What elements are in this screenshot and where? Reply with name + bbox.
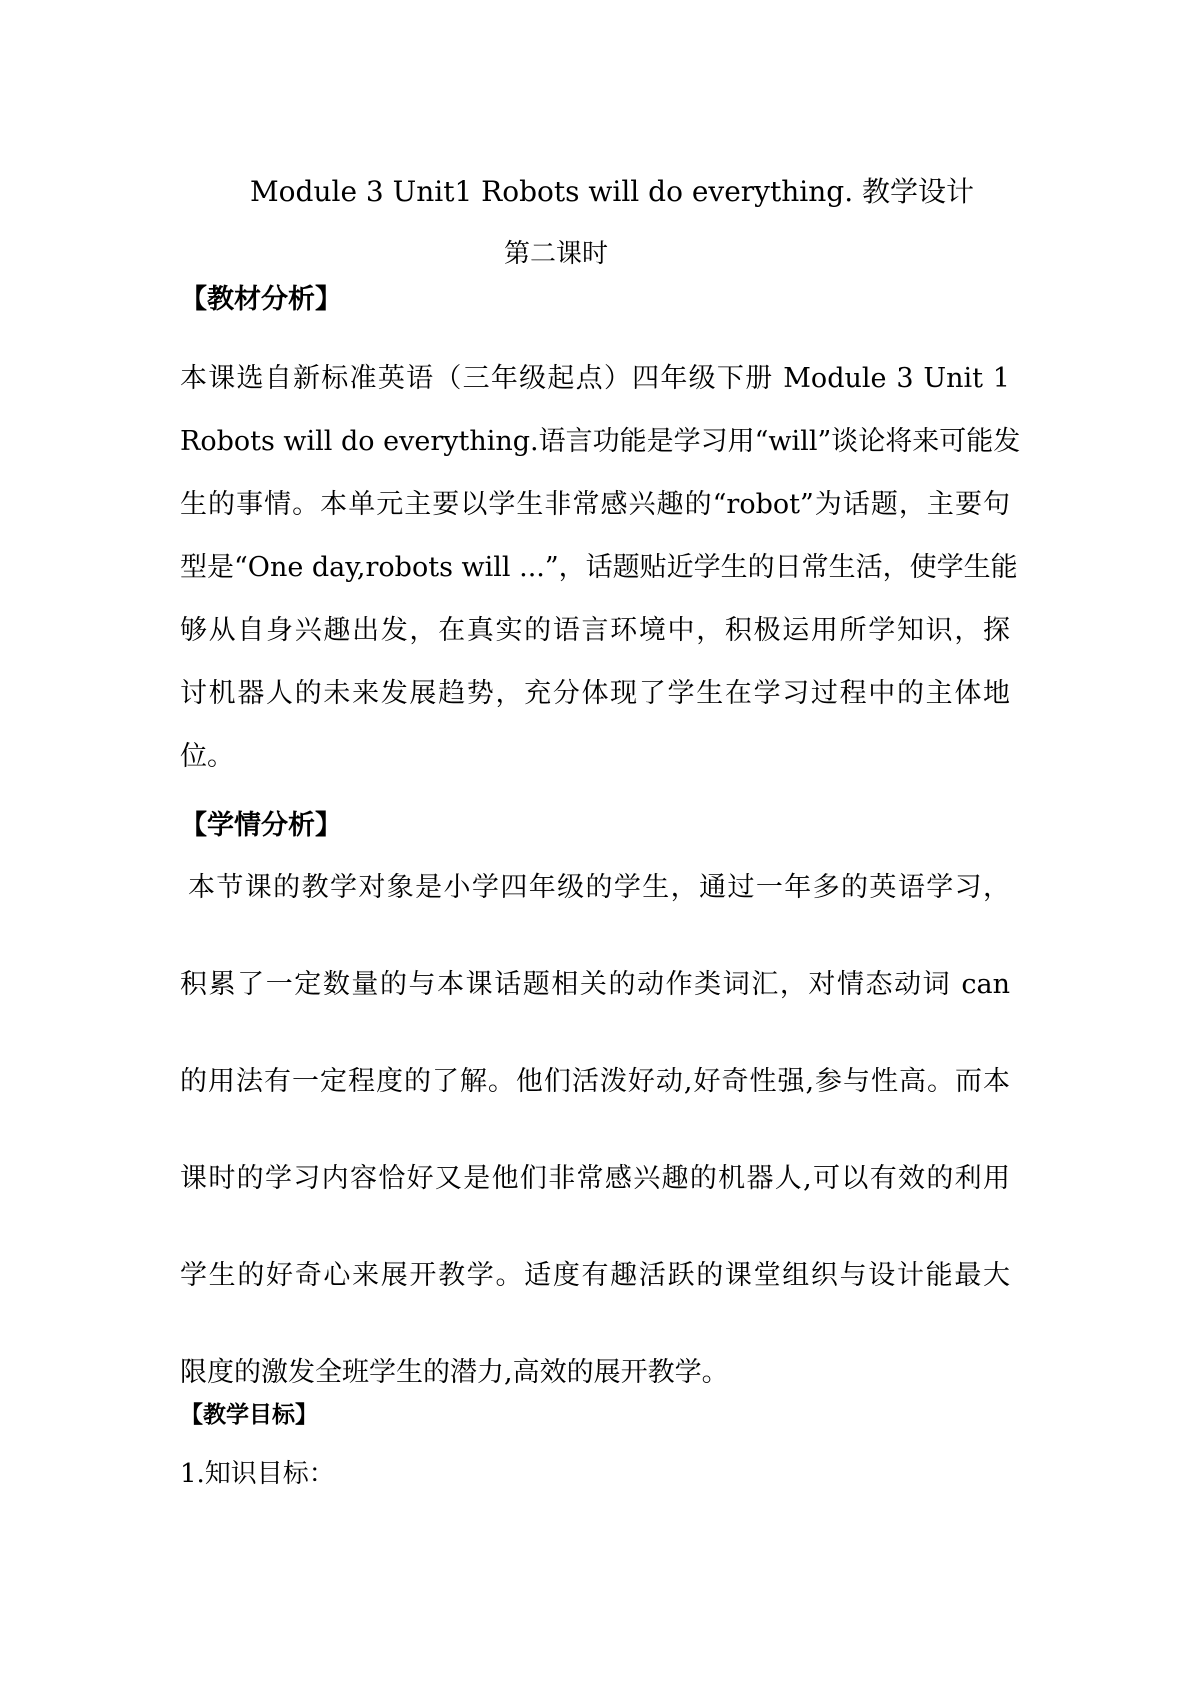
paragraph-line: 本节课的教学对象是小学四年级的学生，通过一年多的英语学习， (188, 872, 1010, 903)
section-heading-teaching-objectives: 【教学目标】 (180, 1402, 318, 1428)
paragraph-line: 的用法有一定程度的了解。他们活泼好动,好奇性强,参与性高。而本 (180, 1066, 1010, 1097)
paragraph-line: 学生的好奇心来展开教学。适度有趣活跃的课堂组织与设计能最大 (180, 1260, 1010, 1291)
section-heading-student-analysis: 【学情分析】 (180, 810, 342, 841)
paragraph-line: 限度的激发全班学生的潜力,高效的展开教学。 (180, 1357, 729, 1388)
paragraph-line: 位。 (180, 741, 234, 772)
paragraph-line: 讨机器人的未来发展趋势，充分体现了学生在学习过程中的主体地 (180, 678, 1010, 709)
paragraph-line: Robots will do everything.语言功能是学习用“will”谈论将来可能发 (180, 426, 1021, 457)
paragraph-line: 本课选自新标准英语（三年级起点）四年级下册 Module 3 Unit 1 (180, 363, 1010, 394)
student-analysis-paragraph (180, 868, 1010, 1450)
textbook-analysis-paragraph (180, 347, 1021, 788)
paragraph-line: 课时的学习内容恰好又是他们非常感兴趣的机器人,可以有效的利用 (180, 1163, 1010, 1194)
document-title: Module 3 Unit1 Robots will do everything. 教学设计 (250, 175, 974, 208)
document-subtitle: 第二课时 (504, 239, 609, 269)
paragraph-line: 积累了一定数量的与本课话题相关的动作类词汇，对情态动词 can (180, 969, 1010, 1000)
paragraph-line: 型是“One day,robots will ...”，话题贴近学生的日常生活，使学生能 (180, 552, 1018, 583)
section-heading-textbook-analysis: 【教材分析】 (180, 284, 342, 315)
paragraph-line: 够从自身兴趣出发，在真实的语言环境中，积极运用所学知识，探 (180, 615, 1010, 646)
objective-item: 1.知识目标： (180, 1459, 335, 1489)
paragraph-line: 生的事情。本单元主要以学生非常感兴趣的“robot”为话题，主要句 (180, 489, 1010, 520)
